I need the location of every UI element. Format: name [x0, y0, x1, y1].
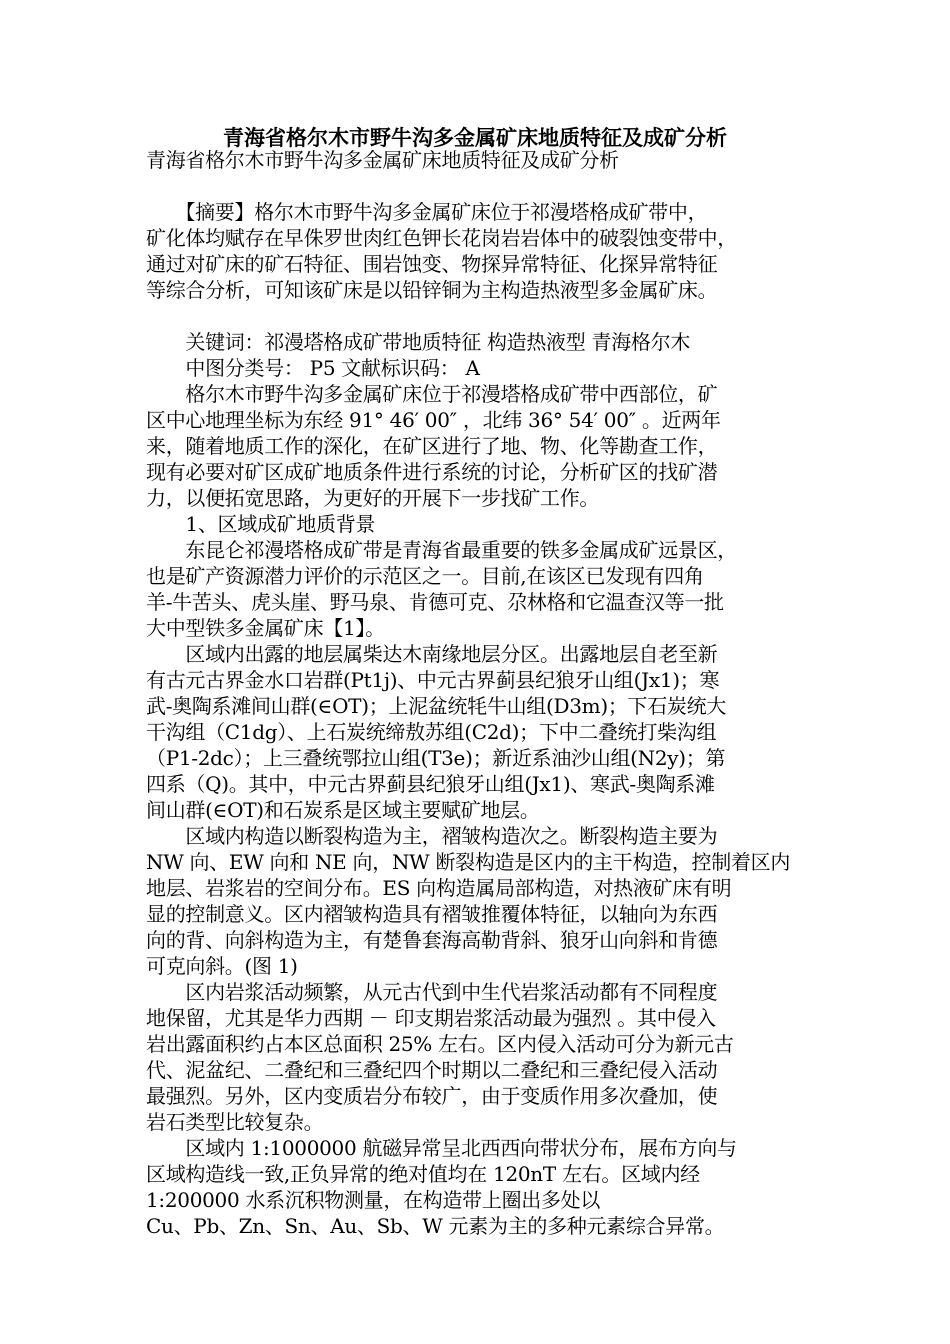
paragraph-line: 大中型铁多金属矿床【1】。	[146, 616, 385, 640]
paragraph-line: Cu、Pb、Zn、Sn、Au、Sb、W 元素为主的多种元素综合异常。	[146, 1214, 725, 1238]
intro-paragraph	[146, 381, 810, 511]
intro-line: 力，以便拓宽思路，为更好的开展下一步找矿工作。	[146, 486, 600, 510]
paragraph-line: （P1-2dc）；上三叠统鄂拉山组(T3e)；新近系油沙山组(N2y)；第	[146, 746, 726, 770]
abstract-paragraph	[146, 199, 810, 303]
paragraph-3	[146, 823, 810, 979]
paragraph-line: 地保留，尤其是华力西期 － 印支期岩浆活动最为强烈 。其中侵入	[146, 1006, 716, 1030]
paragraph-line: 代、泥盆纪、二叠纪和三叠纪四个时期以二叠纪和三叠纪侵入活动	[146, 1058, 718, 1082]
paragraph-line: 地层、岩浆岩的空间分布。ES 向构造属局部构造，对热液矿床有明	[146, 876, 732, 900]
intro-line: 格尔木市野牛沟多金属矿床位于祁漫塔格成矿带中西部位，矿	[146, 382, 718, 406]
paragraph-line: 1:200000 水系沉积物测量，在构造带上圈出多处以	[146, 1188, 601, 1212]
paragraph-line: 区域内出露的地层属柴达木南缘地层分区。出露地层自老至新	[146, 642, 718, 666]
paragraph-line: 最强烈。另外，区内变质岩分布较广，由于变质作用多次叠加，使	[146, 1084, 718, 1108]
abstract-line: 通过对矿床的矿石特征、围岩蚀变、物探异常特征、化探异常特征	[146, 252, 718, 276]
intro-line: 区中心地理坐标为东经 91° 46′ 00″ ，北纬 36° 54′ 00″ 。近两年	[146, 408, 721, 432]
paragraph-line: 间山群(∈OT)和石炭系是区域主要赋矿地层。	[146, 798, 540, 822]
paragraph-4	[146, 979, 810, 1135]
paragraph-line: 可克向斜。(图 1)	[146, 954, 298, 978]
paragraph-line: 区域内构造以断裂构造为主，褶皱构造次之。断裂构造主要为	[146, 824, 718, 848]
intro-line: 来，随着地质工作的深化，在矿区进行了地、物、化等勘查工作，	[146, 434, 718, 458]
paragraph-line: 四系（Q)。其中，中元古界蓟县纪狼牙山组(Jx1)、寒武-奥陶系滩	[146, 772, 715, 796]
paragraph-1	[146, 537, 810, 641]
paragraph-line: 向的背、向斜构造为主，有楚鲁套海高勒背斜、狼牙山向斜和肯德	[146, 928, 718, 952]
paragraph-line: 武-奥陶系滩间山群(∈OT)；上泥盆统牦牛山组(D3m)；下石炭统大	[146, 694, 727, 718]
paragraph-line: 也是矿产资源潜力评价的示范区之一。目前,在该区已发现有四角	[146, 564, 704, 588]
abstract-line: 等综合分析，可知该矿床是以铅锌铜为主构造热液型多金属矿床。	[146, 278, 718, 302]
paragraph-line: 有古元古界金水口岩群(Pt1j)、中元古界蓟县纪狼牙山组(Jx1)；寒	[146, 668, 720, 692]
paragraph-line: NW 向、EW 向和 NE 向，NW 断裂构造是区内的主干构造，控制着区内	[146, 850, 791, 874]
paragraph-line: 干沟组（C1dg）、上石炭统缔敖苏组(C2d)；下中二叠统打柴沟组	[146, 720, 717, 744]
keywords-line: 关键词：祁漫塔格成矿带地质特征 构造热液型 青海格尔木	[146, 330, 691, 354]
paragraph-line: 区域内 1:1000000 航磁异常呈北西西向带状分布，展布方向与	[146, 1136, 737, 1160]
abstract-line: 矿化体均赋存在早侏罗世肉红色钾长花岗岩岩体中的破裂蚀变带中，	[146, 226, 737, 250]
paragraph-line: 区域构造线一致,正负异常的绝对值均在 120nT 左右。区域内经	[146, 1162, 700, 1186]
document-subtitle: 青海省格尔木市野牛沟多金属矿床地质特征及成矿分析	[146, 148, 619, 172]
paragraph-line: 区内岩浆活动频繁，从元古代到中生代岩浆活动都有不同程度	[146, 980, 718, 1004]
intro-line: 现有必要对矿区成矿地质条件进行系统的讨论，分析矿区的找矿潜	[146, 460, 718, 484]
document-title: 青海省格尔木市野牛沟多金属矿床地质特征及成矿分析	[223, 126, 727, 150]
classification-line: 中图分类号： P5 文献标识码： A	[146, 356, 480, 380]
paragraph-5	[146, 1135, 810, 1239]
paragraph-line: 显的控制意义。区内褶皱构造具有褶皱推覆体特征，以轴向为东西	[146, 902, 718, 926]
keywords-block	[146, 329, 810, 381]
paragraph-line: 岩出露面积约占本区总面积 25% 左右。区内侵入活动可分为新元古	[146, 1032, 734, 1056]
section-heading: 1、区域成矿地质背景	[146, 512, 376, 536]
paragraph-line: 羊-牛苦头、虎头崖、野马泉、肯德可克、尕林格和它温查汉等一批	[146, 590, 724, 614]
paragraph-2	[146, 641, 810, 823]
abstract-line: 【摘要】格尔木市野牛沟多金属矿床位于祁漫塔格成矿带中，	[146, 200, 708, 224]
document-body	[146, 147, 810, 1239]
paragraph-line: 东昆仑祁漫塔格成矿带是青海省最重要的铁多金属成矿远景区，	[146, 538, 737, 562]
paragraph-line: 岩石类型比较复杂。	[146, 1110, 324, 1134]
